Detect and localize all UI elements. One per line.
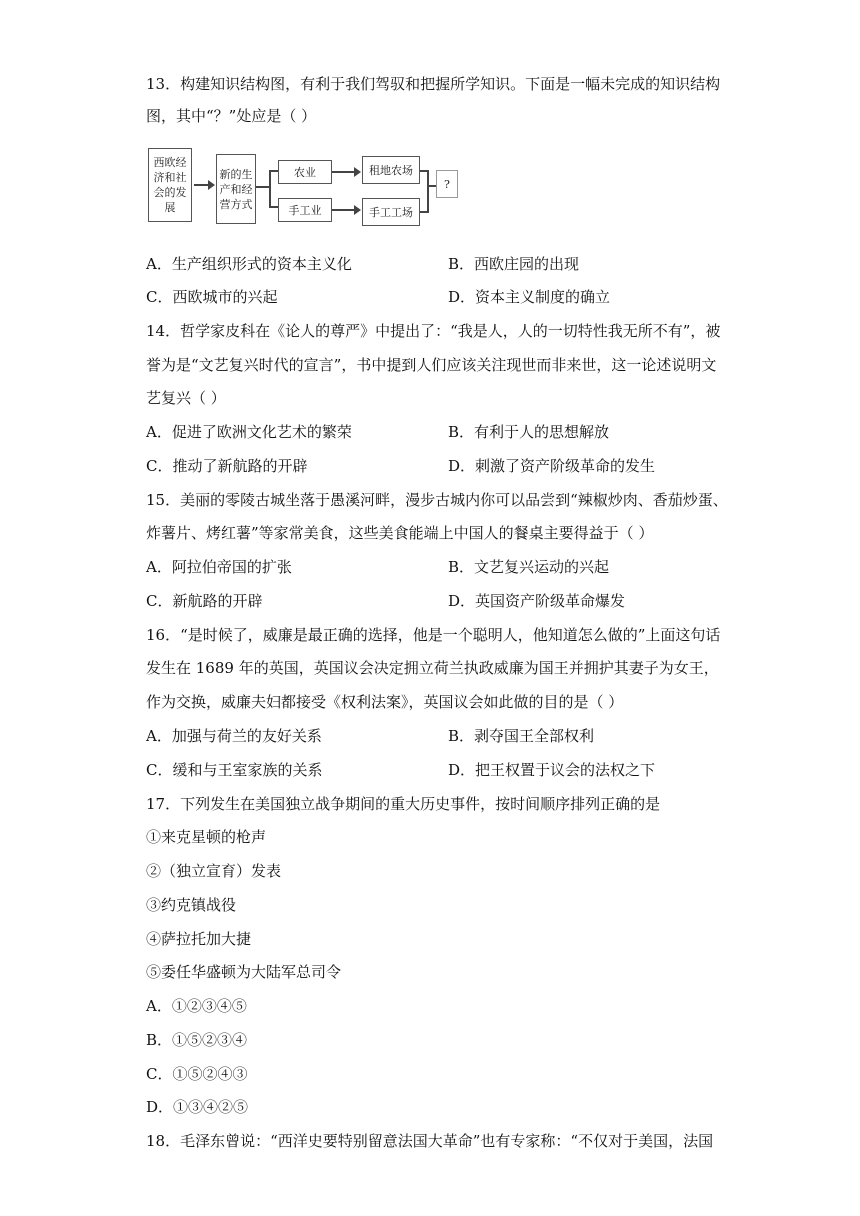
q17-option-c[interactable]: C．①⑤②④③: [146, 1065, 248, 1083]
diagram-connector: [256, 186, 270, 188]
diagram-bracket: [269, 170, 271, 206]
q15-option-a[interactable]: A．阿拉伯帝国的扩张: [146, 558, 292, 576]
q17-option-d[interactable]: D．①③④②⑤: [146, 1098, 249, 1116]
diagram-arrow: [332, 209, 356, 211]
diagram-box-handicraft: 手工业: [278, 198, 332, 222]
q17-stem: 17．下列发生在美国独立战争期间的重大历史事件，按时间顺序排列正确的是: [146, 795, 661, 813]
q17-item: ②（独立宣育）发表: [146, 862, 282, 880]
q14-stem-line1: 14．哲学家皮科在《论人的尊严》中提出了：“我是人，人的一切特性我无所不有”，被: [146, 322, 721, 340]
q15-stem-line2: 炸薯片、烤红薯”等家常美食，这些美食能端上中国人的餐桌主要得益于（ ）: [146, 524, 654, 542]
q14-option-d[interactable]: D．刺激了资产阶级革命的发生: [448, 457, 656, 475]
q14-option-b[interactable]: B．有利于人的思想解放: [448, 423, 610, 441]
diagram-connector: [428, 185, 436, 187]
q17-item: ①来克星顿的枪声: [146, 828, 267, 846]
q17-option-b[interactable]: B．①⑤②③④: [146, 1031, 248, 1049]
q16-option-c[interactable]: C．缓和与王室家族的关系: [146, 761, 323, 779]
q13-stem-line1: 13．构建知识结构图，有利于我们驾驭和把握所学知识。下面是一幅未完成的知识结构: [146, 75, 721, 93]
q15-stem-line1: 15．美丽的零陵古城坐落于愚溪河畔，漫步古城内你可以品尝到“辣椒炒肉、香茄炒蛋、: [146, 491, 728, 509]
diagram-box-west-europe-development: 西欧经济和社会的发展: [148, 148, 192, 222]
diagram-arrowhead: [354, 167, 361, 177]
diagram-arrowhead: [208, 180, 215, 190]
q14-stem-line2: 誉为是“文艺复兴时代的宣言”，书中提到人们应该关注现世而非来世，这一论述说明文: [146, 356, 717, 374]
q14-option-c[interactable]: C．推动了新航路的开辟: [146, 457, 308, 475]
q16-option-a[interactable]: A．加强与荷兰的友好关系: [146, 727, 322, 745]
q17-item: ③约克镇战役: [146, 896, 237, 914]
q16-option-d[interactable]: D．把王权置于议会的法权之下: [448, 761, 656, 779]
q16-stem-line2: 发生在 1689 年的英国，英国议会决定拥立荷兰执政威廉为国王并拥护其妻子为女王，: [146, 659, 719, 677]
diagram-box-agriculture: 农业: [278, 160, 332, 184]
q13-stem-line2: 图，其中“？”处应是（ ）: [146, 107, 317, 125]
diagram-box-rented-farm: 租地农场: [362, 156, 420, 184]
q17-item: ⑤委任华盛顿为大陆军总司令: [146, 963, 342, 981]
q17-option-a[interactable]: A．①②③④⑤: [146, 997, 247, 1015]
q14-option-a[interactable]: A．促进了欧洲文化艺术的繁荣: [146, 423, 352, 441]
q13-option-a[interactable]: A．生产组织形式的资本主义化: [146, 255, 352, 273]
knowledge-structure-diagram: [146, 140, 466, 232]
q17-item: ④萨拉托加大捷: [146, 930, 252, 948]
q15-option-d[interactable]: D．英国资产阶级革命爆发: [448, 592, 626, 610]
q15-option-c[interactable]: C．新航路的开辟: [146, 592, 263, 610]
q13-option-d[interactable]: D．资本主义制度的确立: [448, 288, 611, 306]
q16-option-b[interactable]: B．剥夺国王全部权利: [448, 727, 595, 745]
q18-stem-line1: 18．毛泽东曾说：“西洋史要特别留意法国大革命”也有专家称：“不仅对于美国，法国: [146, 1132, 714, 1150]
q14-stem-line3: 艺复兴（ ）: [146, 389, 226, 407]
q15-option-b[interactable]: B．文艺复兴运动的兴起: [448, 558, 610, 576]
q16-stem-line1: 16．“是时候了，威廉是最正确的选择，他是一个聪明人，他知道怎么做的”上面这句话: [146, 626, 721, 644]
diagram-arrow: [332, 171, 356, 173]
q13-option-c[interactable]: C．西欧城市的兴起: [146, 288, 278, 306]
diagram-box-new-production: 新的生产和经营方式: [216, 154, 256, 224]
diagram-box-workshop: 手工工场: [362, 198, 420, 226]
diagram-box-unknown: ?: [436, 170, 458, 198]
diagram-arrowhead: [354, 205, 361, 215]
diagram-bracket: [427, 170, 429, 213]
q13-option-b[interactable]: B．西欧庄园的出现: [448, 255, 580, 273]
q16-stem-line3: 作为交换，威廉夫妇都接受《权利法案》，英国议会如此做的目的是（ ）: [146, 693, 624, 711]
